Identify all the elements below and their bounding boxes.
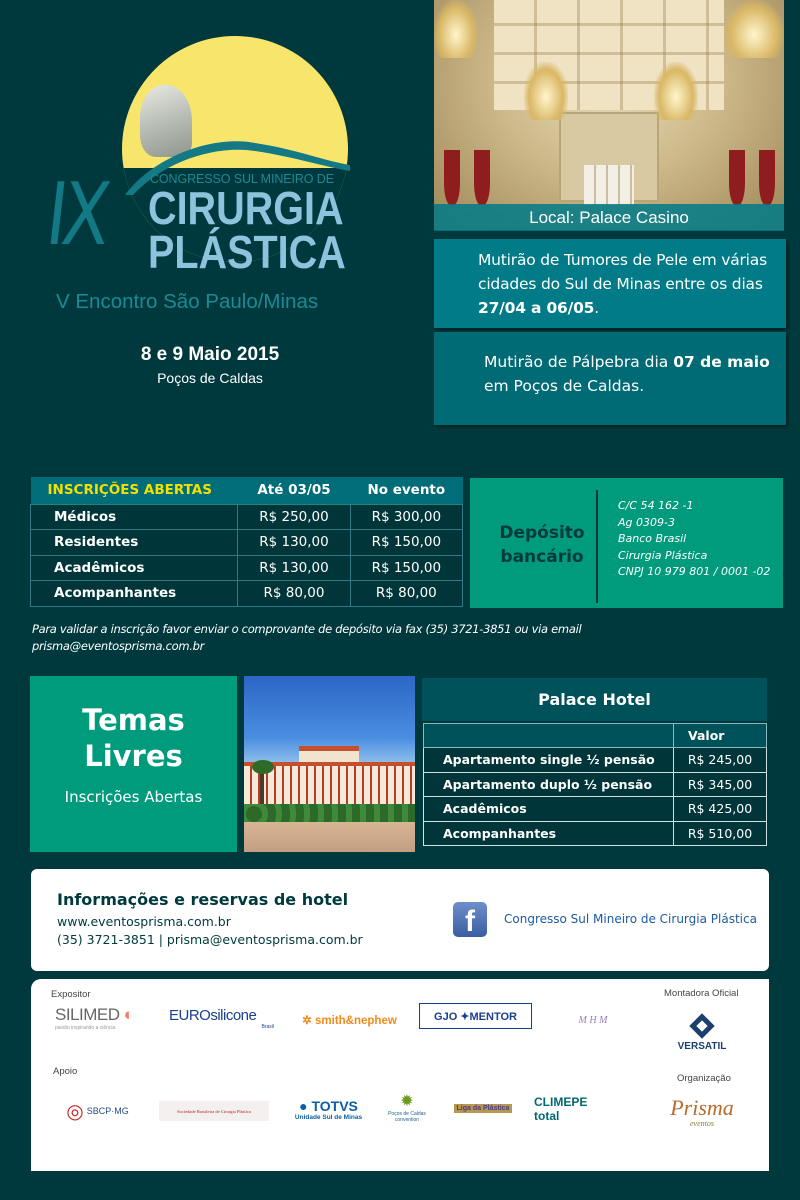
title-line-2: PLÁSTICA [148,226,346,278]
bank-title: Depósito bancário [499,523,585,567]
header-inscricoes: INSCRIÇÕES ABERTAS [31,477,238,504]
validation-note: Para validar a inscrição favor enviar o comprovante de depósito via fax (35) 3721-3851 ou via email prisma@eventosprisma.com.br [32,621,652,655]
phone-email[interactable]: (35) 3721-3851 | prisma@eventosprisma.com.br [57,932,363,947]
facebook-link[interactable]: Congresso Sul Mineiro de Cirurgia Plástica [504,912,757,926]
title-cirurgia-plastica [148,182,346,278]
table-row: Acadêmicos R$ 425,00 [424,797,767,822]
table-row: Apartamento single ½ pensão R$ 245,00 [424,748,767,773]
website-link[interactable]: www.eventosprisma.com.br [57,914,231,929]
logo-prisma-eventos[interactable]: Prisma eventos [670,1094,734,1128]
table-row: Acadêmicos R$ 130,00 R$ 150,00 [31,555,463,581]
apoio-label: Apoio [53,1066,78,1077]
encontro-subtitle: V Encontro São Paulo/Minas [56,290,319,313]
event-date: 8 e 9 Maio 2015 [140,344,280,365]
logo-sbcp-sp[interactable]: Sociedade Brasileira de Cirurgia Plástica [159,1101,269,1121]
logo-pocos-convention[interactable]: ✹ Poços de Caldas convention [388,1093,426,1123]
logo-silimed[interactable]: SILIMED ◐ paixão inspirando a ciência [55,1005,134,1031]
bank-details: C/C 54 162 -1 Ag 0309-3 Banco Brasil Cirurgia Plástica CNPJ 10 979 801 / 0001 -02 [618,499,771,578]
table-header-row [31,477,463,504]
hotel-price-table [423,723,767,846]
info-box-tumores: Mutirão de Tumores de Pele em várias cidades do Sul de Minas entre os dias 27/04 a 06/05. [434,239,786,328]
contact-title: Informações e reservas de hotel [57,890,349,909]
temas-livres-title: Temas Livres [82,703,185,773]
logo-totvs[interactable]: ● TOTVS Unidade Sul de Minas [294,1097,363,1121]
roman-numeral: IX [41,165,111,265]
sponsors-panel [31,979,769,1171]
facebook-icon[interactable]: f [453,902,487,937]
contact-box [31,869,769,971]
email-link[interactable]: prisma@eventosprisma.com.br [32,639,205,653]
table-header-row [424,724,767,748]
table-row: Médicos R$ 250,00 R$ 300,00 [31,504,463,530]
temas-livres-box[interactable] [30,676,237,852]
organizacao-label: Organização [677,1073,731,1084]
table-row: Acompanhantes R$ 510,00 [424,821,767,846]
title-line-1: CIRURGIA [148,182,344,234]
bank-deposit-box [470,478,783,608]
venue-caption: Local: Palace Casino [434,204,784,231]
info-box-palpebra: Mutirão de Pálpebra dia 07 de maio em Poços de Caldas. [434,332,786,425]
expositor-label: Expositor [51,989,91,1000]
logo-mhm[interactable]: M H M [578,1014,608,1026]
table-row: Residentes R$ 130,00 R$ 150,00 [31,530,463,556]
table-row: Acompanhantes R$ 80,00 R$ 80,00 [31,581,463,607]
hotel-title: Palace Hotel [422,678,767,721]
table-row: Apartamento duplo ½ pensão R$ 345,00 [424,772,767,797]
congresso-label: CONGRESSO SUL MINEIRO DE [150,172,334,186]
logo-liga-plastica[interactable]: Liga da Plástica [449,1079,517,1137]
logo-eurosilicone[interactable]: EUROsilicone Brasil [169,1006,274,1030]
header-valor: Valor [674,724,767,748]
montadora-label: Montadora Oficial [664,988,739,999]
divider [596,490,598,603]
header-ate: Até 03/05 [238,477,350,504]
logo-versatil[interactable]: VERSATIL [667,1009,737,1059]
logo-smith-nephew[interactable]: ✲ smith&nephew [302,1015,397,1027]
temas-livres-subtitle: Inscrições Abertas [64,788,203,806]
logo-gjo-mentor[interactable]: GJO ✦MENTOR [419,1003,532,1029]
palace-hotel-photo [244,676,415,852]
registration-table [30,477,463,607]
logo-sbcp-mg[interactable]: ◎ SBCP·MG [66,1100,129,1123]
event-city: Poços de Caldas [157,370,263,386]
palace-casino-photo [434,0,784,230]
header-no-evento: No evento [350,477,462,504]
logo-climepe[interactable]: CLIMEPE total [534,1095,588,1123]
